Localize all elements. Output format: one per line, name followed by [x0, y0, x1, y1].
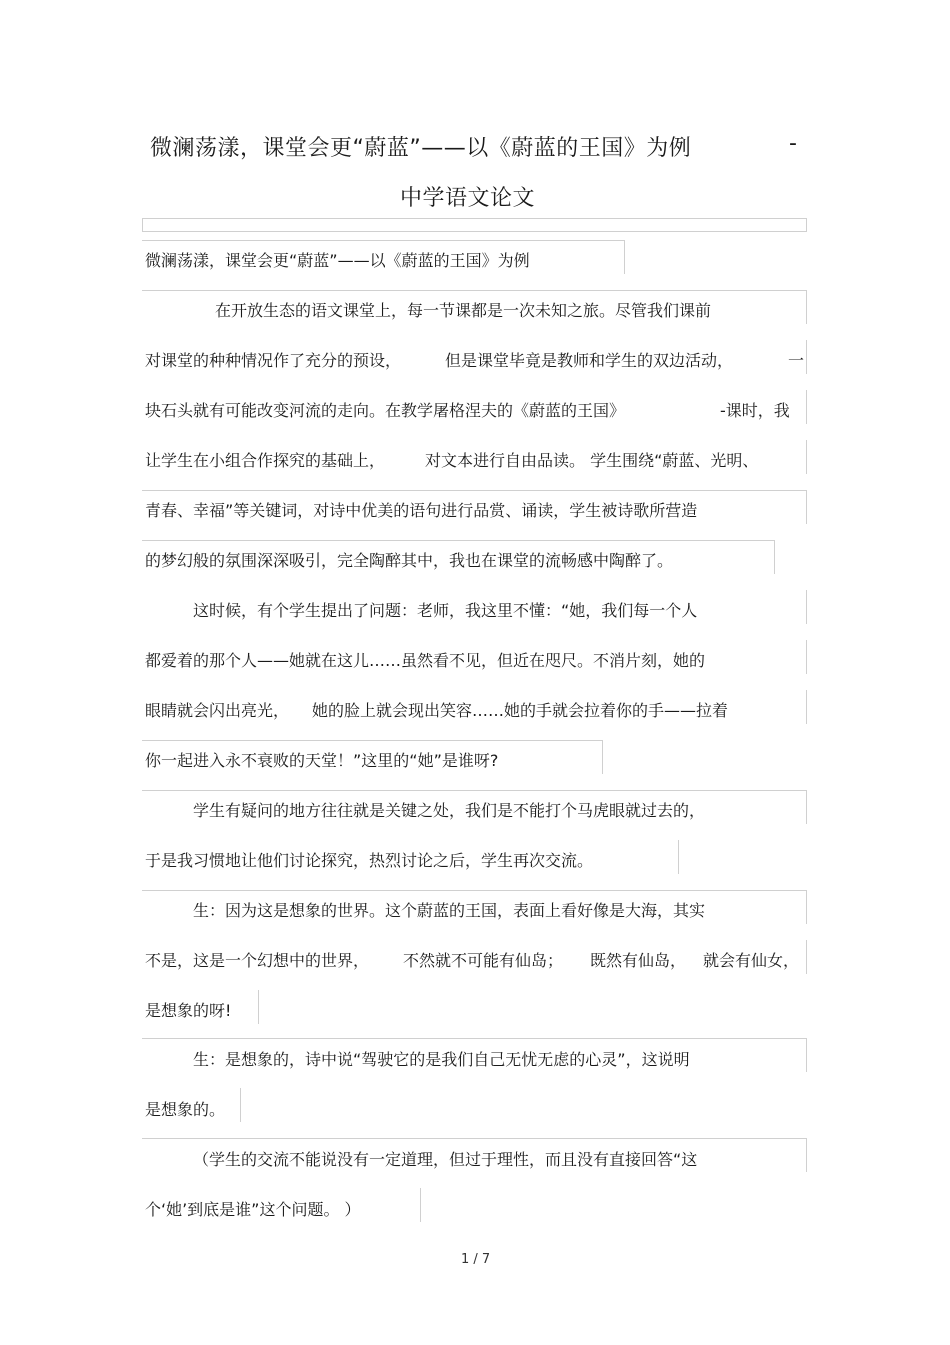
text-line: 但是课堂毕竟是教师和学生的双边活动，	[445, 351, 734, 370]
document-subtitle: 微澜荡漾，课堂会更“蔚蓝”——以《蔚蓝的王国》为例	[145, 251, 530, 270]
text-line: 的梦幻般的氛围深深吸引，完全陶醉其中，我也在课堂的流畅感中陶醉了。	[145, 551, 674, 570]
document-title-dash: -	[789, 131, 798, 156]
text-line: 一	[788, 351, 805, 370]
text-line: 对文本进行自由品读。 学生围绕“蔚蓝、光明、	[425, 451, 759, 470]
text-line: 让学生在小组合作探究的基础上，	[145, 451, 386, 470]
page-number: 1 / 7	[461, 1252, 491, 1267]
text-line: 你一起进入永不衰败的天堂！”这里的“她”是谁呀?	[145, 751, 499, 770]
text-line: 都爱着的那个人——她就在这儿……虽然看不见，但近在咫尺。不消片刻，她的	[145, 651, 706, 670]
text-line: 眼睛就会闪出亮光，	[145, 701, 290, 720]
text-line: 于是我习惯地让他们讨论探究，热烈讨论之后，学生再次交流。	[145, 851, 594, 870]
text-line: 青春、幸福”等关键词，对诗中优美的语句进行品赏、诵读，学生被诗歌所营造	[145, 501, 698, 520]
text-line: 在开放生态的语文课堂上，每一节课都是一次未知之旅。尽管我们课前	[215, 301, 712, 320]
text-line: （学生的交流不能说没有一定道理，但过于理性，而且没有直接回答“这	[193, 1150, 698, 1169]
text-line: 就会有仙女，	[703, 951, 800, 970]
text-line: 块石头就有可能改变河流的走向。在教学屠格涅夫的《蔚蓝的王国》	[145, 401, 626, 420]
text-line: 不是，这是一个幻想中的世界，	[145, 951, 370, 970]
document-title-line2: 中学语文论文	[400, 186, 536, 211]
text-line: 她的脸上就会现出笑容……她的手就会拉着你的手——拉着	[312, 701, 729, 720]
text-line: 生：因为这是想象的世界。这个蔚蓝的王国，表面上看好像是大海，其实	[193, 901, 706, 920]
text-line: 对课堂的种种情况作了充分的预设，	[145, 351, 402, 370]
text-line: 是想象的。	[145, 1100, 226, 1119]
text-line: 不然就不可能有仙岛；	[403, 951, 564, 970]
document-title-line1: 微澜荡漾，课堂会更“蔚蓝”——以《蔚蓝的王国》为例	[150, 136, 692, 161]
text-line: 这时候，有个学生提出了问题：老师，我这里不懂：“她，我们每一个人	[193, 601, 698, 620]
text-line: 个‘她’到底是谁”这个问题。 ）	[145, 1200, 361, 1219]
text-line: 是想象的呀!	[145, 1001, 232, 1020]
text-line: 生：是想象的，诗中说“驾驶它的是我们自己无忧无虑的心灵”，这说明	[193, 1050, 690, 1069]
text-line: 既然有仙岛，	[590, 951, 687, 970]
text-line: 学生有疑问的地方往往就是关键之处，我们是不能打个马虎眼就过去的，	[193, 801, 706, 820]
text-line: -课时，我	[720, 401, 790, 420]
